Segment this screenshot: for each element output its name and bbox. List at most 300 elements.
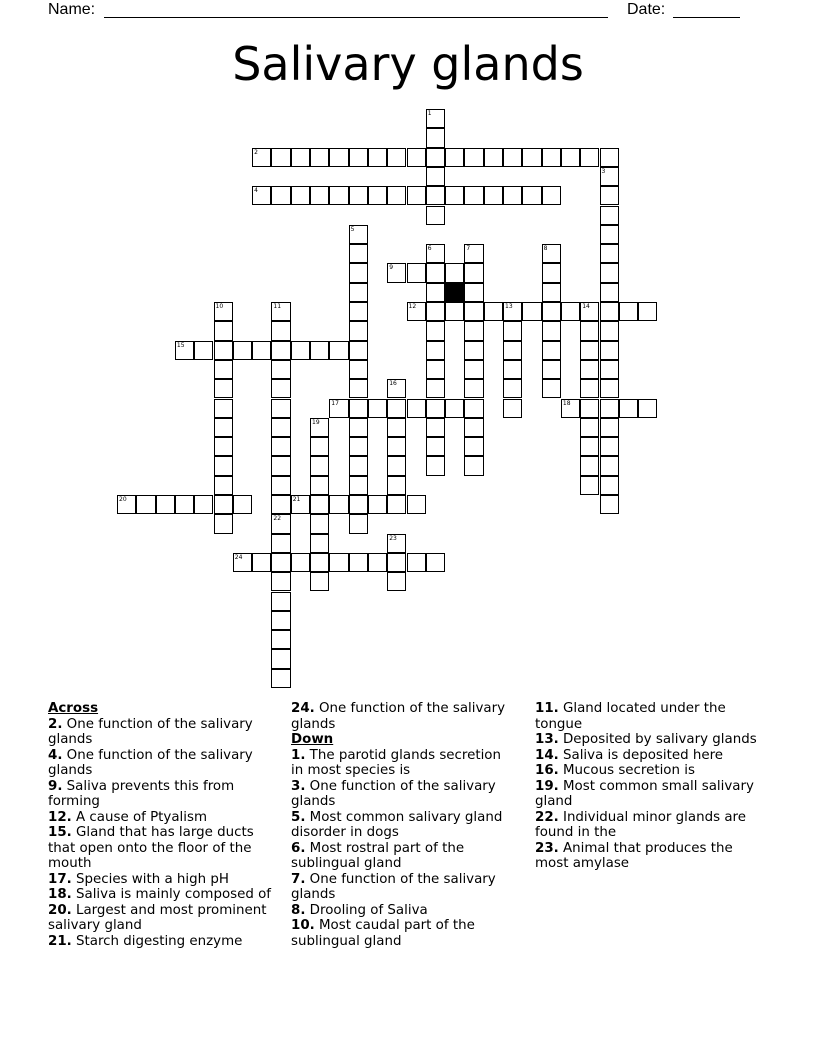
grid-cell[interactable]: [271, 148, 290, 167]
grid-cell[interactable]: [445, 399, 464, 418]
grid-cell[interactable]: [349, 476, 368, 495]
clue-text: Saliva prevents this from forming: [48, 778, 235, 809]
grid-cell[interactable]: [329, 341, 348, 360]
clue-down-16: [535, 763, 765, 779]
grid-cell[interactable]: [310, 495, 329, 514]
clue-column-2: [291, 701, 516, 949]
grid-cell[interactable]: [310, 572, 329, 591]
grid-cell[interactable]: [407, 399, 426, 418]
grid-cell[interactable]: [600, 418, 619, 437]
clue-across-20: [48, 903, 273, 934]
cell-number: 22: [273, 515, 282, 523]
clue-number: 8.: [291, 902, 306, 918]
grid-cell[interactable]: [214, 360, 233, 379]
grid-cell[interactable]: [464, 341, 483, 360]
grid-cell[interactable]: [522, 186, 541, 205]
grid-cell[interactable]: [349, 514, 368, 533]
grid-cell[interactable]: [271, 186, 290, 205]
grid-cell[interactable]: [522, 302, 541, 321]
grid-cell[interactable]: [426, 553, 445, 572]
grid-cell[interactable]: [464, 263, 483, 282]
grid-cell[interactable]: [445, 263, 464, 282]
grid-cell[interactable]: [580, 399, 599, 418]
grid-cell[interactable]: [600, 206, 619, 225]
grid-cell[interactable]: [329, 148, 348, 167]
grid-cell[interactable]: [310, 514, 329, 533]
grid-cell[interactable]: [329, 399, 348, 418]
grid-cell[interactable]: [271, 379, 290, 398]
clues-section: [48, 701, 778, 961]
cell-number: 4: [254, 187, 258, 195]
grid-cell[interactable]: [600, 186, 619, 205]
clue-number: 2.: [48, 716, 63, 732]
grid-cell[interactable]: [349, 360, 368, 379]
grid-cell[interactable]: [600, 379, 619, 398]
grid-cell[interactable]: [407, 302, 426, 321]
grid-cell[interactable]: [252, 341, 271, 360]
grid-cell[interactable]: [542, 341, 561, 360]
grid-cell[interactable]: [214, 302, 233, 321]
clue-number: 16.: [535, 763, 559, 778]
grid-cell[interactable]: [349, 302, 368, 321]
clue-number: 5.: [291, 809, 306, 825]
grid-cell[interactable]: [214, 456, 233, 475]
grid-cell[interactable]: [484, 302, 503, 321]
page-title: Salivary glands: [232, 37, 584, 91]
grid-cell[interactable]: [445, 148, 464, 167]
clue-number: 11.: [535, 701, 559, 716]
grid-cell[interactable]: [600, 456, 619, 475]
grid-cell[interactable]: [271, 630, 290, 649]
grid-cell[interactable]: [619, 399, 638, 418]
grid-cell[interactable]: [387, 437, 406, 456]
grid-cell[interactable]: [214, 495, 233, 514]
grid-cell[interactable]: [464, 148, 483, 167]
clue-number: 18.: [48, 887, 72, 902]
grid-cell[interactable]: [214, 341, 233, 360]
clue-text: Most common salivary gland disorder in dogs: [291, 809, 503, 840]
cell-number: 12: [408, 303, 417, 310]
grid-cell[interactable]: [600, 283, 619, 302]
grid-cell[interactable]: [310, 553, 329, 572]
grid-cell[interactable]: [136, 495, 155, 514]
cell-number: 7: [466, 245, 471, 253]
cell-number: 14: [582, 303, 590, 310]
clue-text: Most caudal part of the sublingual gland: [291, 918, 475, 949]
grid-cell[interactable]: [542, 244, 561, 263]
grid-cell[interactable]: [503, 186, 522, 205]
cell-number: 5: [350, 225, 355, 233]
grid-cell[interactable]: [233, 553, 252, 572]
grid-cell[interactable]: [310, 418, 329, 437]
clue-text: Most rostral part of the sublingual gland: [291, 840, 465, 871]
grid-cell[interactable]: [464, 418, 483, 437]
grid-cell[interactable]: [349, 437, 368, 456]
grid-cell[interactable]: [542, 360, 561, 379]
grid-cell[interactable]: [271, 321, 290, 340]
grid-cell[interactable]: [600, 321, 619, 340]
grid-cell[interactable]: [349, 495, 368, 514]
clue-across-21: [48, 934, 273, 950]
grid-cell[interactable]: [426, 244, 445, 263]
grid-cell[interactable]: [233, 495, 252, 514]
grid-cell[interactable]: [271, 669, 290, 688]
grid-cell[interactable]: [580, 437, 599, 456]
grid-cell[interactable]: [407, 263, 426, 282]
grid-cell[interactable]: [464, 244, 483, 263]
grid-cell[interactable]: [349, 148, 368, 167]
grid-cell[interactable]: [426, 283, 445, 302]
cell-number: 9: [389, 264, 394, 272]
clue-number: 1.: [291, 747, 306, 763]
grid-cell[interactable]: [368, 553, 387, 572]
grid-cell[interactable]: [542, 148, 561, 167]
clue-number: 14.: [535, 747, 559, 763]
clue-across-17: [48, 872, 273, 888]
grid-cell[interactable]: [271, 418, 290, 437]
grid-cell[interactable]: [310, 437, 329, 456]
grid-cell[interactable]: [600, 495, 619, 514]
grid-cell[interactable]: [387, 534, 406, 553]
cell-number: 19: [312, 418, 320, 426]
grid-cell[interactable]: [600, 437, 619, 456]
grid-cell[interactable]: [214, 437, 233, 456]
clue-down-10: [291, 918, 516, 949]
grid-cell[interactable]: [464, 321, 483, 340]
cell-number: 17: [331, 399, 339, 407]
grid-cell[interactable]: [117, 495, 136, 514]
grid-cell[interactable]: [464, 379, 483, 398]
grid-cell[interactable]: [271, 534, 290, 553]
clue-down-11: [535, 701, 765, 732]
cell-number: 6: [427, 245, 432, 253]
grid-cell[interactable]: [329, 553, 348, 572]
grid-cell[interactable]: [426, 206, 445, 225]
clue-down-5: [291, 810, 516, 841]
clue-text: The parotid glands secretion in most species is: [291, 747, 501, 778]
grid-cell[interactable]: [484, 186, 503, 205]
grid-cell[interactable]: [600, 302, 619, 321]
clue-number: 7.: [291, 871, 306, 887]
grid-cell[interactable]: [580, 476, 599, 495]
grid-cell[interactable]: [522, 148, 541, 167]
cell-number: 10: [215, 303, 224, 310]
grid-cell[interactable]: [387, 495, 406, 514]
grid-cell[interactable]: [426, 263, 445, 282]
grid-cell[interactable]: [310, 476, 329, 495]
grid-cell[interactable]: [156, 495, 175, 514]
date-label: Date:: [627, 1, 666, 18]
grid-cell[interactable]: [464, 456, 483, 475]
grid-cell[interactable]: [368, 148, 387, 167]
cell-number: 2: [254, 148, 258, 156]
grid-cell[interactable]: [349, 379, 368, 398]
clue-down-7: [291, 872, 516, 903]
grid-cell[interactable]: [503, 148, 522, 167]
grid-cell[interactable]: [271, 399, 290, 418]
clue-across-24: [291, 701, 516, 732]
grid-cell[interactable]: [271, 592, 290, 611]
grid-cell[interactable]: [426, 186, 445, 205]
grid-cell[interactable]: [387, 476, 406, 495]
grid-cell[interactable]: [426, 321, 445, 340]
grid-cell[interactable]: [310, 186, 329, 205]
grid-cell[interactable]: [600, 225, 619, 244]
grid-cell[interactable]: [310, 534, 329, 553]
grid-cell[interactable]: [542, 263, 561, 282]
cell-number: 3: [601, 167, 606, 175]
grid-cell[interactable]: [387, 418, 406, 437]
grid-cell[interactable]: [368, 399, 387, 418]
grid-cell[interactable]: [329, 495, 348, 514]
grid-cell[interactable]: [407, 148, 426, 167]
clue-text: Mucous secretion is: [563, 763, 695, 778]
clue-text: Starch digesting enzyme: [76, 933, 243, 949]
grid-cell[interactable]: [271, 437, 290, 456]
clue-number: 12.: [48, 809, 72, 825]
grid-cell[interactable]: [561, 302, 580, 321]
grid-cell[interactable]: [426, 302, 445, 321]
grid-cell[interactable]: [426, 148, 445, 167]
grid-cell[interactable]: [561, 148, 580, 167]
clue-across-2: [48, 717, 273, 748]
grid-cell[interactable]: [291, 341, 310, 360]
grid-cell[interactable]: [310, 148, 329, 167]
grid-cell[interactable]: [426, 418, 445, 437]
grid-cell[interactable]: [464, 283, 483, 302]
clue-across-4: [48, 748, 273, 779]
clue-column-3: [535, 701, 765, 872]
grid-cell[interactable]: [271, 341, 290, 360]
grid-cell[interactable]: [580, 341, 599, 360]
grid-cell[interactable]: [600, 167, 619, 186]
cell-number: 21: [292, 496, 301, 503]
clue-number: 13.: [535, 732, 559, 747]
grid-cell[interactable]: [580, 148, 599, 167]
grid-cell[interactable]: [503, 321, 522, 340]
grid-cell[interactable]: [349, 244, 368, 263]
grid-cell[interactable]: [426, 399, 445, 418]
grid-cell[interactable]: [214, 321, 233, 340]
grid-cell[interactable]: [464, 360, 483, 379]
grid-cell[interactable]: [580, 302, 599, 321]
grid-cell[interactable]: [387, 553, 406, 572]
clue-across-12: [48, 810, 273, 826]
grid-cell[interactable]: [600, 360, 619, 379]
clue-text: One function of the salivary glands: [291, 701, 506, 732]
grid-cell[interactable]: [387, 572, 406, 591]
grid-cell[interactable]: [387, 399, 406, 418]
grid-cell[interactable]: [233, 341, 252, 360]
grid-cell[interactable]: [638, 399, 657, 418]
clue-number: 21.: [48, 933, 72, 949]
clue-text: Gland that has large ducts that open onto the floor of the mouth: [48, 825, 254, 871]
clue-down-22: [535, 810, 765, 841]
grid-cell[interactable]: [600, 148, 619, 167]
grid-cell[interactable]: [503, 360, 522, 379]
clue-number: 22.: [535, 809, 559, 825]
grid-cell[interactable]: [271, 649, 290, 668]
grid-cell[interactable]: [580, 418, 599, 437]
grid-cell[interactable]: [194, 341, 213, 360]
grid-cell[interactable]: [387, 379, 406, 398]
grid-cell[interactable]: [271, 456, 290, 475]
clue-number: 24.: [291, 701, 315, 716]
grid-cell[interactable]: [271, 476, 290, 495]
grid-cell[interactable]: [387, 263, 406, 282]
clue-number: 6.: [291, 840, 306, 856]
grid-cell[interactable]: [542, 379, 561, 398]
grid-cell[interactable]: [349, 399, 368, 418]
grid-cell[interactable]: [484, 148, 503, 167]
clue-text: Saliva is mainly composed of: [76, 887, 272, 902]
grid-cell[interactable]: [503, 302, 522, 321]
grid-cell[interactable]: [291, 553, 310, 572]
grid-cell[interactable]: [426, 167, 445, 186]
clue-across-15: [48, 825, 273, 872]
clue-across-18: [48, 887, 273, 903]
grid-block: [445, 283, 464, 302]
grid-cell[interactable]: [464, 302, 483, 321]
grid-cell[interactable]: [387, 456, 406, 475]
grid-cell[interactable]: [349, 321, 368, 340]
grid-cell[interactable]: [214, 418, 233, 437]
grid-cell[interactable]: [407, 495, 426, 514]
grid-cell[interactable]: [349, 283, 368, 302]
grid-cell[interactable]: [368, 495, 387, 514]
grid-cell[interactable]: [271, 495, 290, 514]
across-heading: Across: [48, 701, 99, 716]
grid-cell[interactable]: [387, 186, 406, 205]
grid-cell[interactable]: [349, 225, 368, 244]
grid-cell[interactable]: [445, 186, 464, 205]
grid-cell[interactable]: [561, 399, 580, 418]
grid-cell[interactable]: [291, 148, 310, 167]
grid-cell[interactable]: [426, 109, 445, 128]
grid-cell[interactable]: [271, 553, 290, 572]
cell-number: 8: [543, 245, 548, 253]
grid-cell[interactable]: [464, 437, 483, 456]
grid-cell[interactable]: [349, 263, 368, 282]
grid-cell[interactable]: [600, 399, 619, 418]
grid-cell[interactable]: [310, 341, 329, 360]
grid-cell[interactable]: [600, 244, 619, 263]
cell-number: 20: [119, 496, 127, 503]
grid-cell[interactable]: [252, 553, 271, 572]
grid-cell[interactable]: [638, 302, 657, 321]
grid-cell[interactable]: [194, 495, 213, 514]
clue-text: Saliva is deposited here: [563, 747, 724, 763]
clue-down-3: [291, 779, 516, 810]
grid-cell[interactable]: [387, 148, 406, 167]
cell-number: 23: [389, 534, 397, 542]
grid-cell[interactable]: [271, 360, 290, 379]
grid-cell[interactable]: [580, 456, 599, 475]
grid-cell[interactable]: [349, 553, 368, 572]
grid-cell[interactable]: [252, 186, 271, 205]
grid-cell[interactable]: [503, 341, 522, 360]
grid-cell[interactable]: [349, 456, 368, 475]
grid-cell[interactable]: [214, 379, 233, 398]
grid-cell[interactable]: [426, 456, 445, 475]
grid-cell[interactable]: [271, 302, 290, 321]
clue-down-14: [535, 748, 765, 764]
grid-cell[interactable]: [580, 360, 599, 379]
clue-text: Drooling of Saliva: [309, 902, 428, 918]
clue-across-9: [48, 779, 273, 810]
grid-cell[interactable]: [349, 186, 368, 205]
clue-number: 23.: [535, 840, 559, 856]
grid-cell[interactable]: [291, 186, 310, 205]
grid-cell[interactable]: [214, 476, 233, 495]
grid-cell[interactable]: [271, 611, 290, 630]
grid-cell[interactable]: [271, 514, 290, 533]
grid-cell[interactable]: [329, 186, 348, 205]
grid-cell[interactable]: [542, 186, 561, 205]
grid-cell[interactable]: [600, 341, 619, 360]
grid-cell[interactable]: [310, 456, 329, 475]
clue-column-1: [48, 701, 273, 949]
clue-text: One function of the salivary glands: [48, 716, 253, 747]
grid-cell[interactable]: [542, 302, 561, 321]
grid-cell[interactable]: [407, 186, 426, 205]
grid-cell[interactable]: [271, 572, 290, 591]
grid-cell[interactable]: [426, 379, 445, 398]
clue-number: 15.: [48, 825, 72, 840]
grid-cell[interactable]: [542, 283, 561, 302]
name-label: Name:: [48, 1, 96, 18]
grid-cell[interactable]: [349, 418, 368, 437]
cell-number: 18: [562, 399, 571, 407]
grid-cell[interactable]: [349, 341, 368, 360]
clue-down-13: [535, 732, 765, 748]
grid-cell[interactable]: [291, 495, 310, 514]
clue-down-1: [291, 748, 516, 779]
clue-text: One function of the salivary glands: [291, 871, 496, 902]
grid-cell[interactable]: [214, 514, 233, 533]
clue-down-23: [535, 841, 765, 872]
grid-cell[interactable]: [445, 302, 464, 321]
cell-number: 11: [273, 303, 282, 310]
grid-cell[interactable]: [580, 379, 599, 398]
grid-cell[interactable]: [252, 148, 271, 167]
grid-cell[interactable]: [542, 321, 561, 340]
grid-cell[interactable]: [175, 341, 194, 360]
grid-cell[interactable]: [407, 553, 426, 572]
grid-cell[interactable]: [464, 399, 483, 418]
grid-cell[interactable]: [503, 399, 522, 418]
grid-cell[interactable]: [503, 379, 522, 398]
grid-cell[interactable]: [619, 302, 638, 321]
grid-cell[interactable]: [426, 341, 445, 360]
grid-cell[interactable]: [368, 186, 387, 205]
grid-cell[interactable]: [426, 128, 445, 147]
grid-cell[interactable]: [600, 263, 619, 282]
clue-number: 3.: [291, 778, 306, 794]
grid-cell[interactable]: [464, 186, 483, 205]
clue-number: 19.: [535, 778, 559, 794]
clue-text: Deposited by salivary glands: [563, 732, 757, 747]
grid-cell[interactable]: [426, 437, 445, 456]
grid-cell[interactable]: [175, 495, 194, 514]
grid-cell[interactable]: [214, 399, 233, 418]
grid-cell[interactable]: [600, 476, 619, 495]
clue-text: Animal that produces the most amylase: [535, 840, 733, 871]
grid-cell[interactable]: [426, 360, 445, 379]
clue-text: A cause of Ptyalism: [76, 809, 208, 825]
clue-text: One function of the salivary glands: [48, 747, 253, 778]
grid-cell[interactable]: [580, 321, 599, 340]
